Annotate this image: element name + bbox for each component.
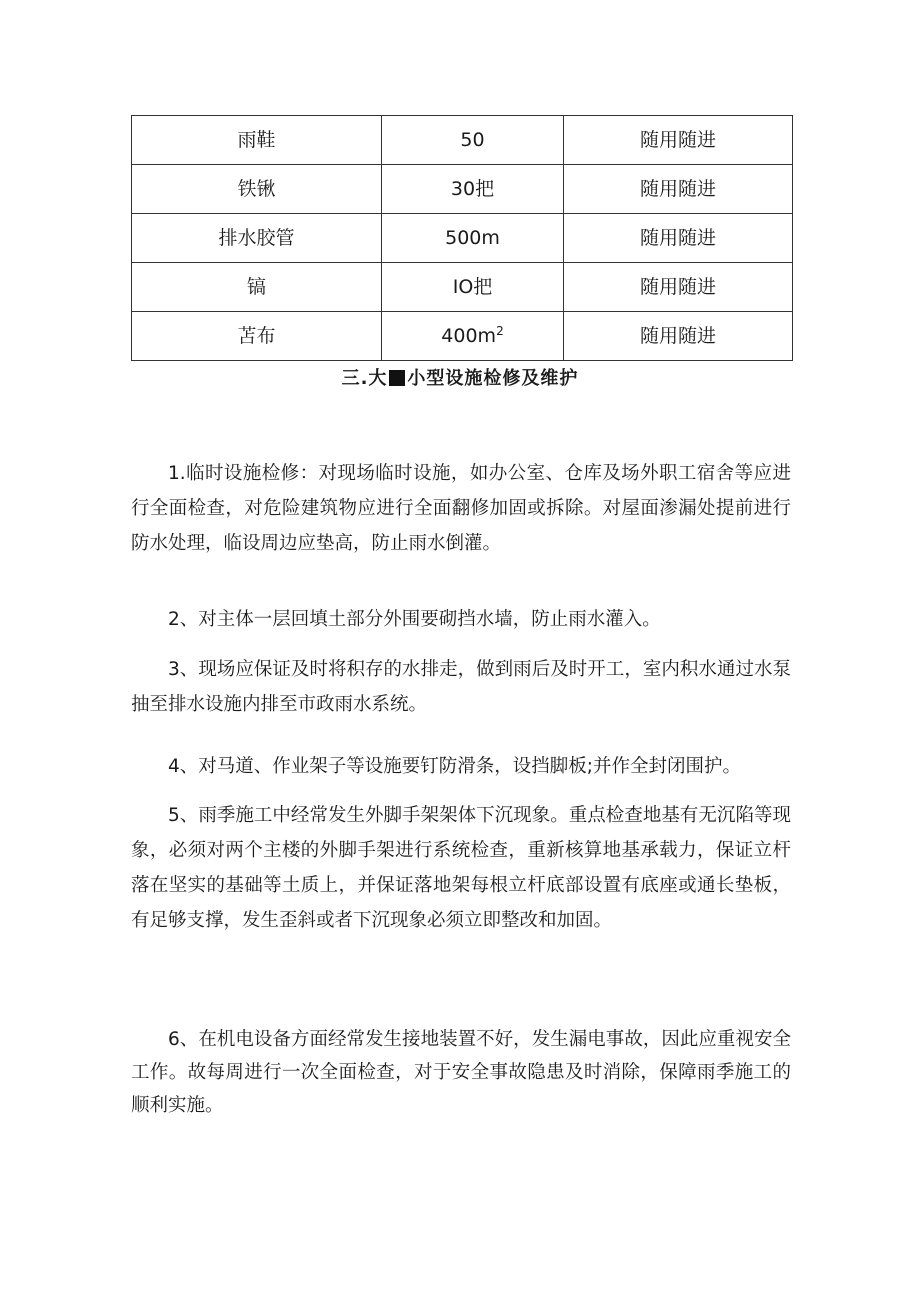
- black-square-icon: [389, 370, 405, 386]
- table-row: [132, 214, 793, 263]
- table-cell-name: 镐: [132, 263, 382, 312]
- paragraph-6: 6、在机电设备方面经常发生接地装置不好，发生漏电事故，因此应重视安全工作。故每周进行一次全面检查，对于安全事故隐患及时消除，保障雨季施工的顺利实施。: [131, 1029, 791, 1116]
- qty-superscript: 2: [496, 324, 504, 338]
- table-cell-qty: 50: [382, 116, 564, 165]
- qty-value: 400m: [441, 325, 497, 347]
- table-cell-time: 随用随进: [564, 165, 793, 214]
- paragraph-3: 3、现场应保证及时将积存的水排走，做到雨后及时开工，室内积水通过水泵抽至排水设施内排至市政雨水系统。: [131, 659, 791, 715]
- table-row: [132, 263, 793, 312]
- paragraph-4: 4、对马道、作业架子等设施要钉防滑条，设挡脚板;并作全封闭围护。: [168, 756, 742, 777]
- table-cell-name: 排水胶管: [132, 214, 382, 263]
- table-cell-name: 雨鞋: [132, 116, 382, 165]
- table-cell-name: 铁锹: [132, 165, 382, 214]
- section-heading: [0, 367, 920, 391]
- paragraph-2: 2、对主体一层回填土部分外围要砌挡水墙，防止雨水灌入。: [168, 609, 661, 630]
- table-cell-time: 随用随进: [564, 214, 793, 263]
- supplies-table: [131, 115, 793, 361]
- paragraph-5: 5、雨季施工中经常发生外脚手架架体下沉现象。重点检查地基有无沉陷等现象，必须对两个主楼的外脚手架进行系统检查，重新核算地基承载力，保证立杆落在坚实的基础等土质上，并保证落地架每根立杆底部设置有底座或通长垫板，有足够支撑，发生歪斜或者下沉现象必须立即整改和加固。: [131, 805, 791, 931]
- table-cell-time: 随用随进: [564, 263, 793, 312]
- table-row: [132, 116, 793, 165]
- table-cell-name: 苫布: [132, 312, 382, 361]
- section-heading-prefix: 三.大: [341, 368, 388, 389]
- table-cell-qty: 500m: [382, 214, 564, 263]
- table-row: [132, 165, 793, 214]
- table-cell-qty: IO把: [382, 263, 564, 312]
- table-cell-qty: 30把: [382, 165, 564, 214]
- paragraph-1: 1.临时设施检修：对现场临时设施，如办公室、仓库及场外职工宿舍等应进行全面检查，对危险建筑物应进行全面翻修加固或拆除。对屋面渗漏处提前进行防水处理，临设周边应垫高，防止雨水倒灌。: [131, 463, 791, 554]
- section-heading-suffix: 小型设施检修及维护: [407, 368, 579, 389]
- table-cell-qty: [382, 312, 564, 361]
- table-row: [132, 312, 793, 361]
- table-cell-time: 随用随进: [564, 312, 793, 361]
- table-cell-time: 随用随进: [564, 116, 793, 165]
